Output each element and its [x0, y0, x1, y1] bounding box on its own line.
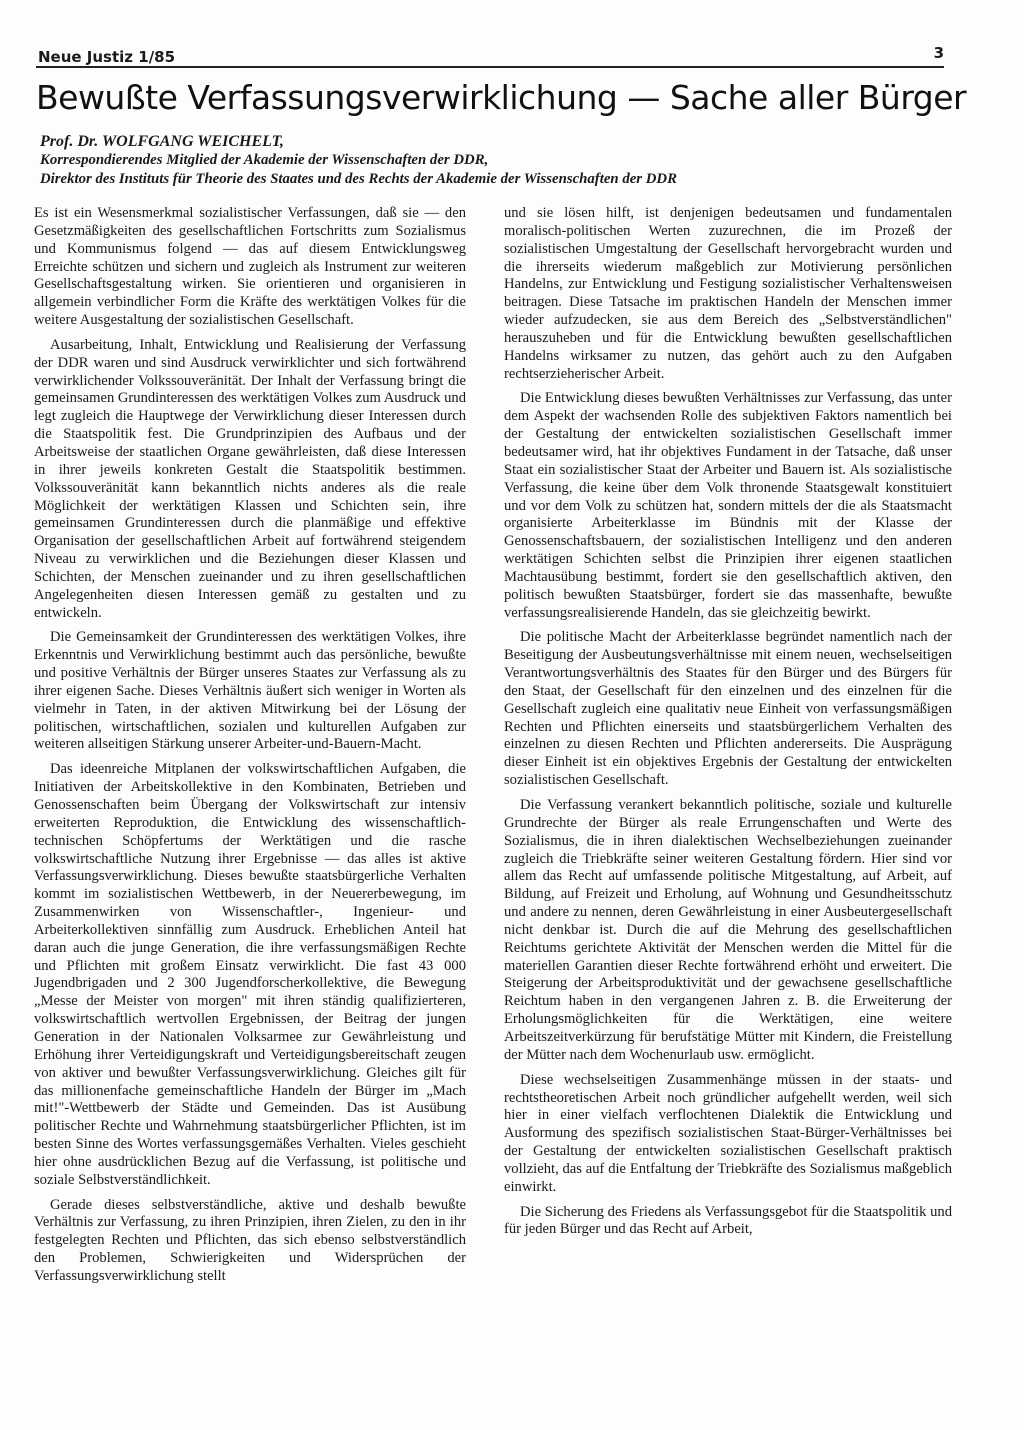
- article-title: Bewußte Verfassungsverwirklichung — Sache aller Bürger: [36, 78, 967, 117]
- author-affiliation-2: Direktor des Instituts für Theorie des Staates und des Rechts der Akademie der Wissenschaften der DDR: [40, 171, 677, 187]
- paragraph: Die Entwicklung dieses bewußten Verhältnisses zur Verfassung, das unter dem Aspekt der wachsenden Rolle des subjektiven Faktors namentlich bei der Gestaltung der entwickelten sozialistischen Gesellschaft immer bedeutsamer wird, hat ihr objektives Fundament in der Tatsache, daß unser Staat ein sozialistischer Staat der Arbeiter und Bauern ist. Als sozialistische Verfassung, die keine über dem Volk thronende Staatsgewalt konstituiert und vor dem Volk zu schützen hat, sondern mittels der die als Staatsmacht organisierte Arbeiterklasse im Bündnis mit der Klasse der Genossenschaftsbauern, der sozialistischen Intelligenz und den anderen werktätigen Schichten selbst die Prinzipien ihrer eigenen staatlichen Machtausübung bestimmt, fordert sie den gesellschaftlich aktiven, den politisch bewußten Staatsbürger, fordert sie das massenhafte, bewußte verfassungsrealisierende Handeln, das sie gleichzeitig bewirkt.: [504, 390, 952, 621]
- paragraph: Die politische Macht der Arbeiterklasse begründet namentlich nach der Beseitigung der Ausbeutungsverhältnisse mit einem neuen, wechselseitigen Verantwortungsverhältnis des Staates für den Bürger und des Bürgers für den Staat, der Gesellschaft für den einzelnen und des einzelnen für die Gesellschaft zugleich eine qualitativ neue Einheit von verfassungsmäßigen Rechten und Pflichten einerseits und staatsbürgerlichem Verhalten des einzelnen zu diesen Rechten und Pflichten andererseits. Die Ausprägung dieser Einheit ist ein objektives Ergebnis der Gestaltung der entwickelten sozialistischen Gesellschaft.: [504, 629, 952, 789]
- page-number: 3: [933, 44, 944, 62]
- right-column: [504, 205, 952, 1246]
- running-head: [36, 40, 944, 68]
- paragraph: Es ist ein Wesensmerkmal sozialistischer Verfassungen, daß sie — den Gesetzmäßigkeiten des gesellschaftlichen Fortschritts zum Sozialismus und Kommunismus folgend — das auf diesem Entwicklungsweg Erreichte schützen und sichern und zugleich als Instrument zur weiteren Gesellschaftsgestaltung wirken. Sie orientieren und organisieren in allgemein verbindlicher Form die Kräfte des werktätigen Volkes für die weitere Ausgestaltung der sozialistischen Gesellschaft.: [34, 205, 466, 329]
- paragraph: Gerade dieses selbstverständliche, aktive und deshalb bewußte Verhältnis zur Verfassung, zu ihren Prinzipien, ihren Zielen, zu den in ihr festgelegten Rechten und Pflichten, das sich ebenso selbstverständlich den Problemen, Schwierigkeiten und Widersprüchen der Verfassungsverwirklichung stellt: [34, 1196, 466, 1284]
- journal-issue: Neue Justiz 1/85: [38, 48, 176, 66]
- author-byline: [40, 132, 960, 189]
- paragraph: Die Verfassung verankert bekanntlich politische, soziale und kulturelle Grundrechte der Bürger als reale Errungenschaften und Werte des Sozialismus, die in ihren dialektischen Wechselbeziehungen zueinander zugleich die Triebkräfte seiner weiteren Gestaltung fördern. Hier sind vor allem das Recht auf umfassende politische Mitgestaltung, auf Arbeit, auf Bildung, auf Freizeit und Erholung, auf Wohnung und Gesundheitsschutz und andere zu nennen, deren Gewährleistung in einer Ausbeutergesellschaft nicht denkbar ist. Durch die auf die Mehrung des gesellschaftlichen Reichtums gerichtete Aktivität der Menschen werden die Mittel für die materiellen Garantien dieser Rechte fortwährend erhöht und erweitert. Die Steigerung der Arbeitsproduktivität und der gewachsene gesellschaftliche Reichtum haben in den vergangenen Jahren z. B. die Erweiterung der Erholungsmöglichkeiten für die Werktätigen, eine weitere Arbeitszeitverkürzung für berufstätige Mütter mit Kindern, die Freistellung der Mütter nach dem Wochenurlaub usw. ermöglicht.: [504, 797, 952, 1063]
- author-affiliation-1: Korrespondierendes Mitglied der Akademie der Wissenschaften der DDR,: [40, 152, 489, 168]
- paragraph: Die Sicherung des Friedens als Verfassungsgebot für die Staatspolitik und für jeden Bürger und das Recht auf Arbeit,: [504, 1203, 952, 1238]
- author-name: Prof. Dr. WOLFGANG WEICHELT,: [40, 133, 284, 150]
- paragraph: Diese wechselseitigen Zusammenhänge müssen in der staats- und rechtstheoretischen Arbeit noch gründlicher aufgehellt werden, weil sich hier in einer vielfach verflochtenen Dialektik die Entwicklung und Ausformung des spezifisch sozialistischen Staat-Bürger-Verhältnisses bei der Gestaltung der entwickelten sozialistischen Gesellschaft praktisch vollzieht, das auf die Entfaltung der Triebkräfte des Sozialismus maßgeblich einwirkt.: [504, 1071, 952, 1195]
- paragraph: Die Gemeinsamkeit der Grundinteressen des werktätigen Volkes, ihre Erkenntnis und Verwirklichung bestimmt auch das persönliche, bewußte und positive Verhältnis der Bürger unseres Staates zur Verfassung als zu ihrer eigenen Sache. Dieses Verhältnis äußert sich weniger in Worten als vielmehr in Taten, in der aktiven Mitwirkung bei der Lösung der politischen, wirtschaftlichen, sozialen und kulturellen Aufgaben zur weiteren allseitigen Stärkung unserer Arbeiter-und-Bauern-Macht.: [34, 629, 466, 753]
- paragraph: Das ideenreiche Mitplanen der volkswirtschaftlichen Aufgaben, die Initiativen der Arbeitskollektive in den Kombinaten, Betrieben und Genossenschaften beim Übergang der Volkswirtschaft zur intensiv erweiterten Reproduktion, die Entwicklung des wissenschaftlich-technischen Schöpfertums der Werktätigen und die rasche volkswirtschaftliche Nutzung ihrer Ergebnisse — das alles ist aktive Verfassungsverwirklichung. Dieses bewußte staatsbürgerliche Verhalten kommt im sozialistischen Wettbewerb, in der Neuererbewegung, im Zusammenwirken von Wissenschaftler-, Ingenieur- und Arbeiterkollektiven sinnfällig zum Ausdruck. Erheblichen Anteil hat daran auch die junge Generation, die ihre verfassungsmäßigen Rechte und Pflichten mit großem Einsatz verwirklicht. Die fast 43 000 Jugendbrigaden und 2 300 Jugendforscherkollektive, die Bewegung „Messe der Meister von morgen" mit ihren ständig qualifizierteren, volkswirtschaftlich wertvollen Ergebnissen, der Beitrag der jungen Generation in der Nationalen Volksarmee zur Gewährleistung und Erhöhung ihrer Verteidigungskraft und Verteidigungsbereitschaft zeugen von aktiver und bewußter Verfassungsverwirklichung. Gleiches gilt für das millionenfache gemeinschaftliche Handeln der Bürger im „Mach mit!"-Wettbewerb der Städte und Gemeinden. Das ist Ausübung politischer Rechte und Wahrnehmung staatsbürgerlicher Pflichten, ist im besten Sinne des Wortes verfassungsgemäßes Verhalten. Vieles geschieht hier ohne ausdrücklichen Bezug auf die Verfassung, ist politische und soziale Selbstverständlichkeit.: [34, 761, 466, 1188]
- paragraph: Ausarbeitung, Inhalt, Entwicklung und Realisierung der Verfassung der DDR waren und sind Ausdruck verwirklichter und sich fortwährend verwirklichender Volkssouveränität. Der Inhalt der Verfassung bringt die gemeinsamen Grundinteressen des werktätigen Volkes zum Ausdruck und legt zugleich die Hauptwege der Verwirklichung dieser Interessen durch die Staatspolitik fest. Die Grundprinzipien des Aufbaus und der Arbeitsweise der staatlichen Organe gewährleisten, daß diese Interessen in ihrer jeweils konkreten Gestalt die Staatspolitik bestimmen. Volkssouveränität kann bekanntlich nichts anderes als die reale Möglichkeit der werktätigen Klassen und Schichten sein, ihre gemeinsamen Grundinteressen durch die planmäßige und effektive Organisation der gesellschaftlichen Arbeit auf fortwährend steigendem Niveau zu verwirklichen und die Beziehungen dieser Klassen und Schichten, der Menschen zueinander und zu ihren gesellschaftlichen Angelegenheiten diesen Interessen gemäß zu gestalten und zu entwickeln.: [34, 336, 466, 621]
- paragraph: und sie lösen hilft, ist denjenigen bedeutsamen und fundamentalen moralisch-politischen Werten zuzurechnen, die im Prozeß der sozialistischen Umgestaltung der Gesellschaft hervorgebracht wurden und die ihrerseits wiederum maßgeblich zur Motivierung persönlichen Handelns, zur Entwicklung und Festigung sozialistischer Verhaltensweisen beitragen. Diese Tatsache im praktischen Handeln der Menschen immer wieder aufzudecken, sie aus dem Bereich des „Selbstverständlichen" herauszuheben und für die Entwicklung bewußten gesellschaftlichen Handelns wirksamer zu nutzen, das gehört auch zu den Aufgaben rechtserzieherischer Arbeit.: [504, 205, 952, 382]
- left-column: [34, 205, 466, 1293]
